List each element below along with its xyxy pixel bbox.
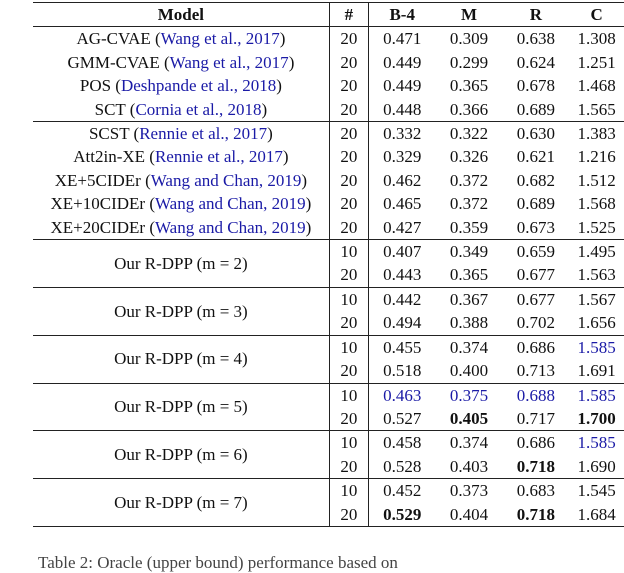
metric-r-cell: 0.683: [502, 479, 569, 503]
model-cell: Att2in-XE (Rennie et al., 2017): [33, 145, 329, 168]
table-row: [33, 431, 624, 455]
model-name: XE+10CIDEr: [50, 194, 146, 214]
model-cell: SCST (Rennie et al., 2017): [33, 122, 329, 146]
metric-r-cell: 0.689: [516, 194, 555, 214]
metric-m-cell: 0.349: [436, 240, 503, 264]
metric-c-cell: 1.308: [577, 29, 616, 49]
metric-c-cell: 1.568: [577, 194, 616, 214]
model-name: Att2in-XE: [73, 147, 146, 167]
metric-r-cell: 0.677: [516, 265, 555, 285]
metric-b4-cell: 0.452: [368, 479, 435, 503]
metric-b4-cell: 0.518: [383, 361, 422, 381]
header-model: Model: [33, 3, 329, 27]
citation-link[interactable]: Wang et al., 2017: [160, 29, 280, 49]
metric-b4-cell: 0.332: [368, 122, 435, 146]
count-cell: 20: [329, 192, 368, 215]
metric-r-cell: 0.686: [502, 335, 569, 359]
count-cell: 20: [329, 169, 368, 192]
table-row: [33, 169, 624, 192]
metric-b4-cell: 0.463: [368, 383, 435, 407]
model-cell: XE+5CIDEr (Wang and Chan, 2019): [33, 169, 329, 192]
metric-m-cell: 0.326: [449, 147, 489, 167]
results-table: [33, 2, 624, 527]
metric-b4-cell: 0.527: [383, 408, 422, 428]
metric-r-cell: 0.718: [516, 456, 555, 476]
citation-link[interactable]: Wang and Chan, 2019: [150, 170, 302, 190]
model-cell: Our R-DPP (m = 3): [33, 287, 329, 335]
model-name: GMM-CVAE: [67, 52, 160, 72]
metric-m-cell: 0.373: [436, 479, 503, 503]
metric-r-cell: 0.689: [516, 99, 555, 119]
table-body: [33, 27, 624, 527]
model-cell: Our R-DPP (m = 6): [33, 431, 329, 479]
count-cell: 20: [329, 74, 368, 97]
metric-m-cell: 0.372: [449, 170, 489, 190]
metric-b4-cell: 0.443: [383, 265, 422, 285]
metric-m-cell: 0.400: [449, 361, 489, 381]
count-cell: 20: [329, 407, 368, 431]
metric-c-cell: 1.684: [569, 503, 624, 527]
header-bleu4: B-4: [368, 3, 435, 27]
metric-b4-cell: 0.427: [383, 217, 422, 237]
metric-b4-cell: 0.449: [383, 76, 422, 96]
metric-c-cell: 1.251: [577, 52, 616, 72]
metric-b4-cell: 0.448: [383, 99, 422, 119]
citation-link[interactable]: Deshpande et al., 2018: [120, 76, 277, 96]
table-row: [33, 287, 624, 311]
model-cell: XE+10CIDEr (Wang and Chan, 2019): [33, 192, 329, 215]
metric-r-cell: 0.630: [502, 122, 569, 146]
citation-link[interactable]: Cornia et al., 2018: [135, 99, 262, 119]
citation-link[interactable]: Rennie et al., 2017: [154, 147, 283, 167]
table-row: [33, 27, 624, 51]
count-cell: 10: [329, 479, 368, 503]
metric-c-cell: 1.216: [577, 147, 616, 167]
metric-r-cell: 0.718: [502, 503, 569, 527]
metric-c-cell: 1.690: [577, 456, 616, 476]
metric-b4-cell: 0.329: [383, 147, 422, 167]
model-name: POS: [79, 76, 112, 96]
metric-r-cell: 0.682: [516, 170, 555, 190]
model-name: XE+5CIDEr: [54, 170, 141, 190]
header-cider: C: [569, 3, 624, 27]
metric-b4-cell: 0.407: [368, 240, 435, 264]
header-count: #: [329, 3, 368, 27]
count-cell: 10: [329, 335, 368, 359]
model-cell: Our R-DPP (m = 5): [33, 383, 329, 431]
table-header-row: [33, 3, 624, 27]
metric-m-cell: 0.374: [436, 335, 503, 359]
metric-m-cell: 0.365: [449, 265, 489, 285]
metric-b4-cell: 0.494: [383, 313, 422, 333]
metric-b4-cell: 0.449: [383, 52, 422, 72]
count-cell: 10: [329, 431, 368, 455]
model-cell: AG-CVAE (Wang et al., 2017): [33, 27, 329, 51]
metric-c-cell: 1.585: [569, 383, 624, 407]
citation-link[interactable]: Wang et al., 2017: [169, 52, 289, 72]
table-row: [33, 122, 624, 146]
metric-m-cell: 0.388: [449, 313, 489, 333]
metric-m-cell: 0.404: [436, 503, 503, 527]
metric-m-cell: 0.374: [436, 431, 503, 455]
count-cell: 20: [329, 359, 368, 383]
metric-m-cell: 0.366: [449, 99, 489, 119]
metric-b4-cell: 0.458: [368, 431, 435, 455]
metric-c-cell: 1.545: [569, 479, 624, 503]
metric-r-cell: 0.702: [516, 313, 555, 333]
model-name: SCT: [94, 99, 126, 119]
count-cell: 20: [329, 503, 368, 527]
model-cell: Our R-DPP (m = 2): [33, 240, 329, 288]
metric-r-cell: 0.673: [516, 217, 555, 237]
metric-c-cell: 1.585: [569, 335, 624, 359]
table-caption: Table 2: Oracle (upper bound) performance based on: [38, 553, 398, 572]
table-row: [33, 51, 624, 74]
metric-c-cell: 1.525: [577, 217, 616, 237]
model-cell: Our R-DPP (m = 7): [33, 479, 329, 527]
metric-c-cell: 1.691: [577, 361, 616, 381]
metric-b4-cell: 0.471: [383, 29, 422, 49]
metric-m-cell: 0.375: [436, 383, 503, 407]
table-row: [33, 192, 624, 215]
metric-c-cell: 1.656: [577, 313, 616, 333]
metric-r-cell: 0.686: [502, 431, 569, 455]
model-cell: GMM-CVAE (Wang et al., 2017): [33, 51, 329, 74]
count-cell: 20: [329, 311, 368, 335]
count-cell: 10: [329, 287, 368, 311]
metric-m-cell: 0.405: [449, 408, 489, 428]
model-cell: Our R-DPP (m = 4): [33, 335, 329, 383]
metric-c-cell: 1.565: [577, 99, 616, 119]
metric-r-cell: 0.638: [516, 29, 555, 49]
metric-b4-cell: 0.465: [383, 194, 422, 214]
metric-c-cell: 1.495: [569, 240, 624, 264]
metric-c-cell: 1.563: [577, 265, 616, 285]
model-cell: XE+20CIDEr (Wang and Chan, 2019): [33, 216, 329, 240]
count-cell: 20: [329, 98, 368, 122]
metric-c-cell: 1.468: [577, 76, 616, 96]
metric-r-cell: 0.624: [516, 52, 555, 72]
model-name: SCST: [88, 124, 130, 144]
table-row: [33, 145, 624, 168]
metric-c-cell: 1.512: [577, 170, 616, 190]
model-cell: SCT (Cornia et al., 2018): [33, 98, 329, 122]
metric-c-cell: 1.585: [569, 431, 624, 455]
table-row: [33, 216, 624, 240]
citation-link[interactable]: Rennie et al., 2017: [139, 124, 268, 144]
table-row: [33, 74, 624, 97]
metric-m-cell: 0.372: [449, 194, 489, 214]
metric-c-cell: 1.700: [577, 408, 616, 428]
metric-r-cell: 0.678: [516, 76, 555, 96]
metric-r-cell: 0.713: [516, 361, 555, 381]
count-cell: 20: [329, 51, 368, 74]
count-cell: 20: [329, 216, 368, 240]
header-meteor: M: [436, 3, 503, 27]
table-row: [33, 335, 624, 359]
citation-link[interactable]: Wang and Chan, 2019: [154, 217, 306, 237]
metric-m-cell: 0.367: [436, 287, 503, 311]
count-cell: 20: [329, 263, 368, 287]
model-name: AG-CVAE: [76, 29, 151, 49]
model-cell: POS (Deshpande et al., 2018): [33, 74, 329, 97]
metric-m-cell: 0.359: [449, 217, 489, 237]
metric-m-cell: 0.299: [449, 52, 489, 72]
table-row: [33, 98, 624, 122]
metric-b4-cell: 0.462: [383, 170, 422, 190]
metric-r-cell: 0.659: [502, 240, 569, 264]
citation-link[interactable]: Wang and Chan, 2019: [154, 194, 306, 214]
count-cell: 10: [329, 383, 368, 407]
table-row: [33, 479, 624, 503]
table-row: [33, 240, 624, 264]
metric-r-cell: 0.677: [502, 287, 569, 311]
count-cell: 20: [329, 122, 368, 146]
metric-b4-cell: 0.442: [368, 287, 435, 311]
metric-c-cell: 1.383: [569, 122, 624, 146]
metric-m-cell: 0.365: [449, 76, 489, 96]
table-row: [33, 383, 624, 407]
metric-r-cell: 0.717: [516, 408, 555, 428]
metric-m-cell: 0.403: [449, 456, 489, 476]
count-cell: 20: [329, 145, 368, 168]
metric-b4-cell: 0.528: [383, 456, 422, 476]
count-cell: 20: [329, 27, 368, 51]
metric-b4-cell: 0.529: [368, 503, 435, 527]
metric-b4-cell: 0.455: [368, 335, 435, 359]
metric-r-cell: 0.688: [502, 383, 569, 407]
model-name: XE+20CIDEr: [50, 217, 146, 237]
metric-r-cell: 0.621: [516, 147, 555, 167]
count-cell: 10: [329, 240, 368, 264]
metric-m-cell: 0.309: [449, 29, 489, 49]
metric-c-cell: 1.567: [569, 287, 624, 311]
metric-m-cell: 0.322: [436, 122, 503, 146]
header-rouge: R: [502, 3, 569, 27]
count-cell: 20: [329, 455, 368, 479]
